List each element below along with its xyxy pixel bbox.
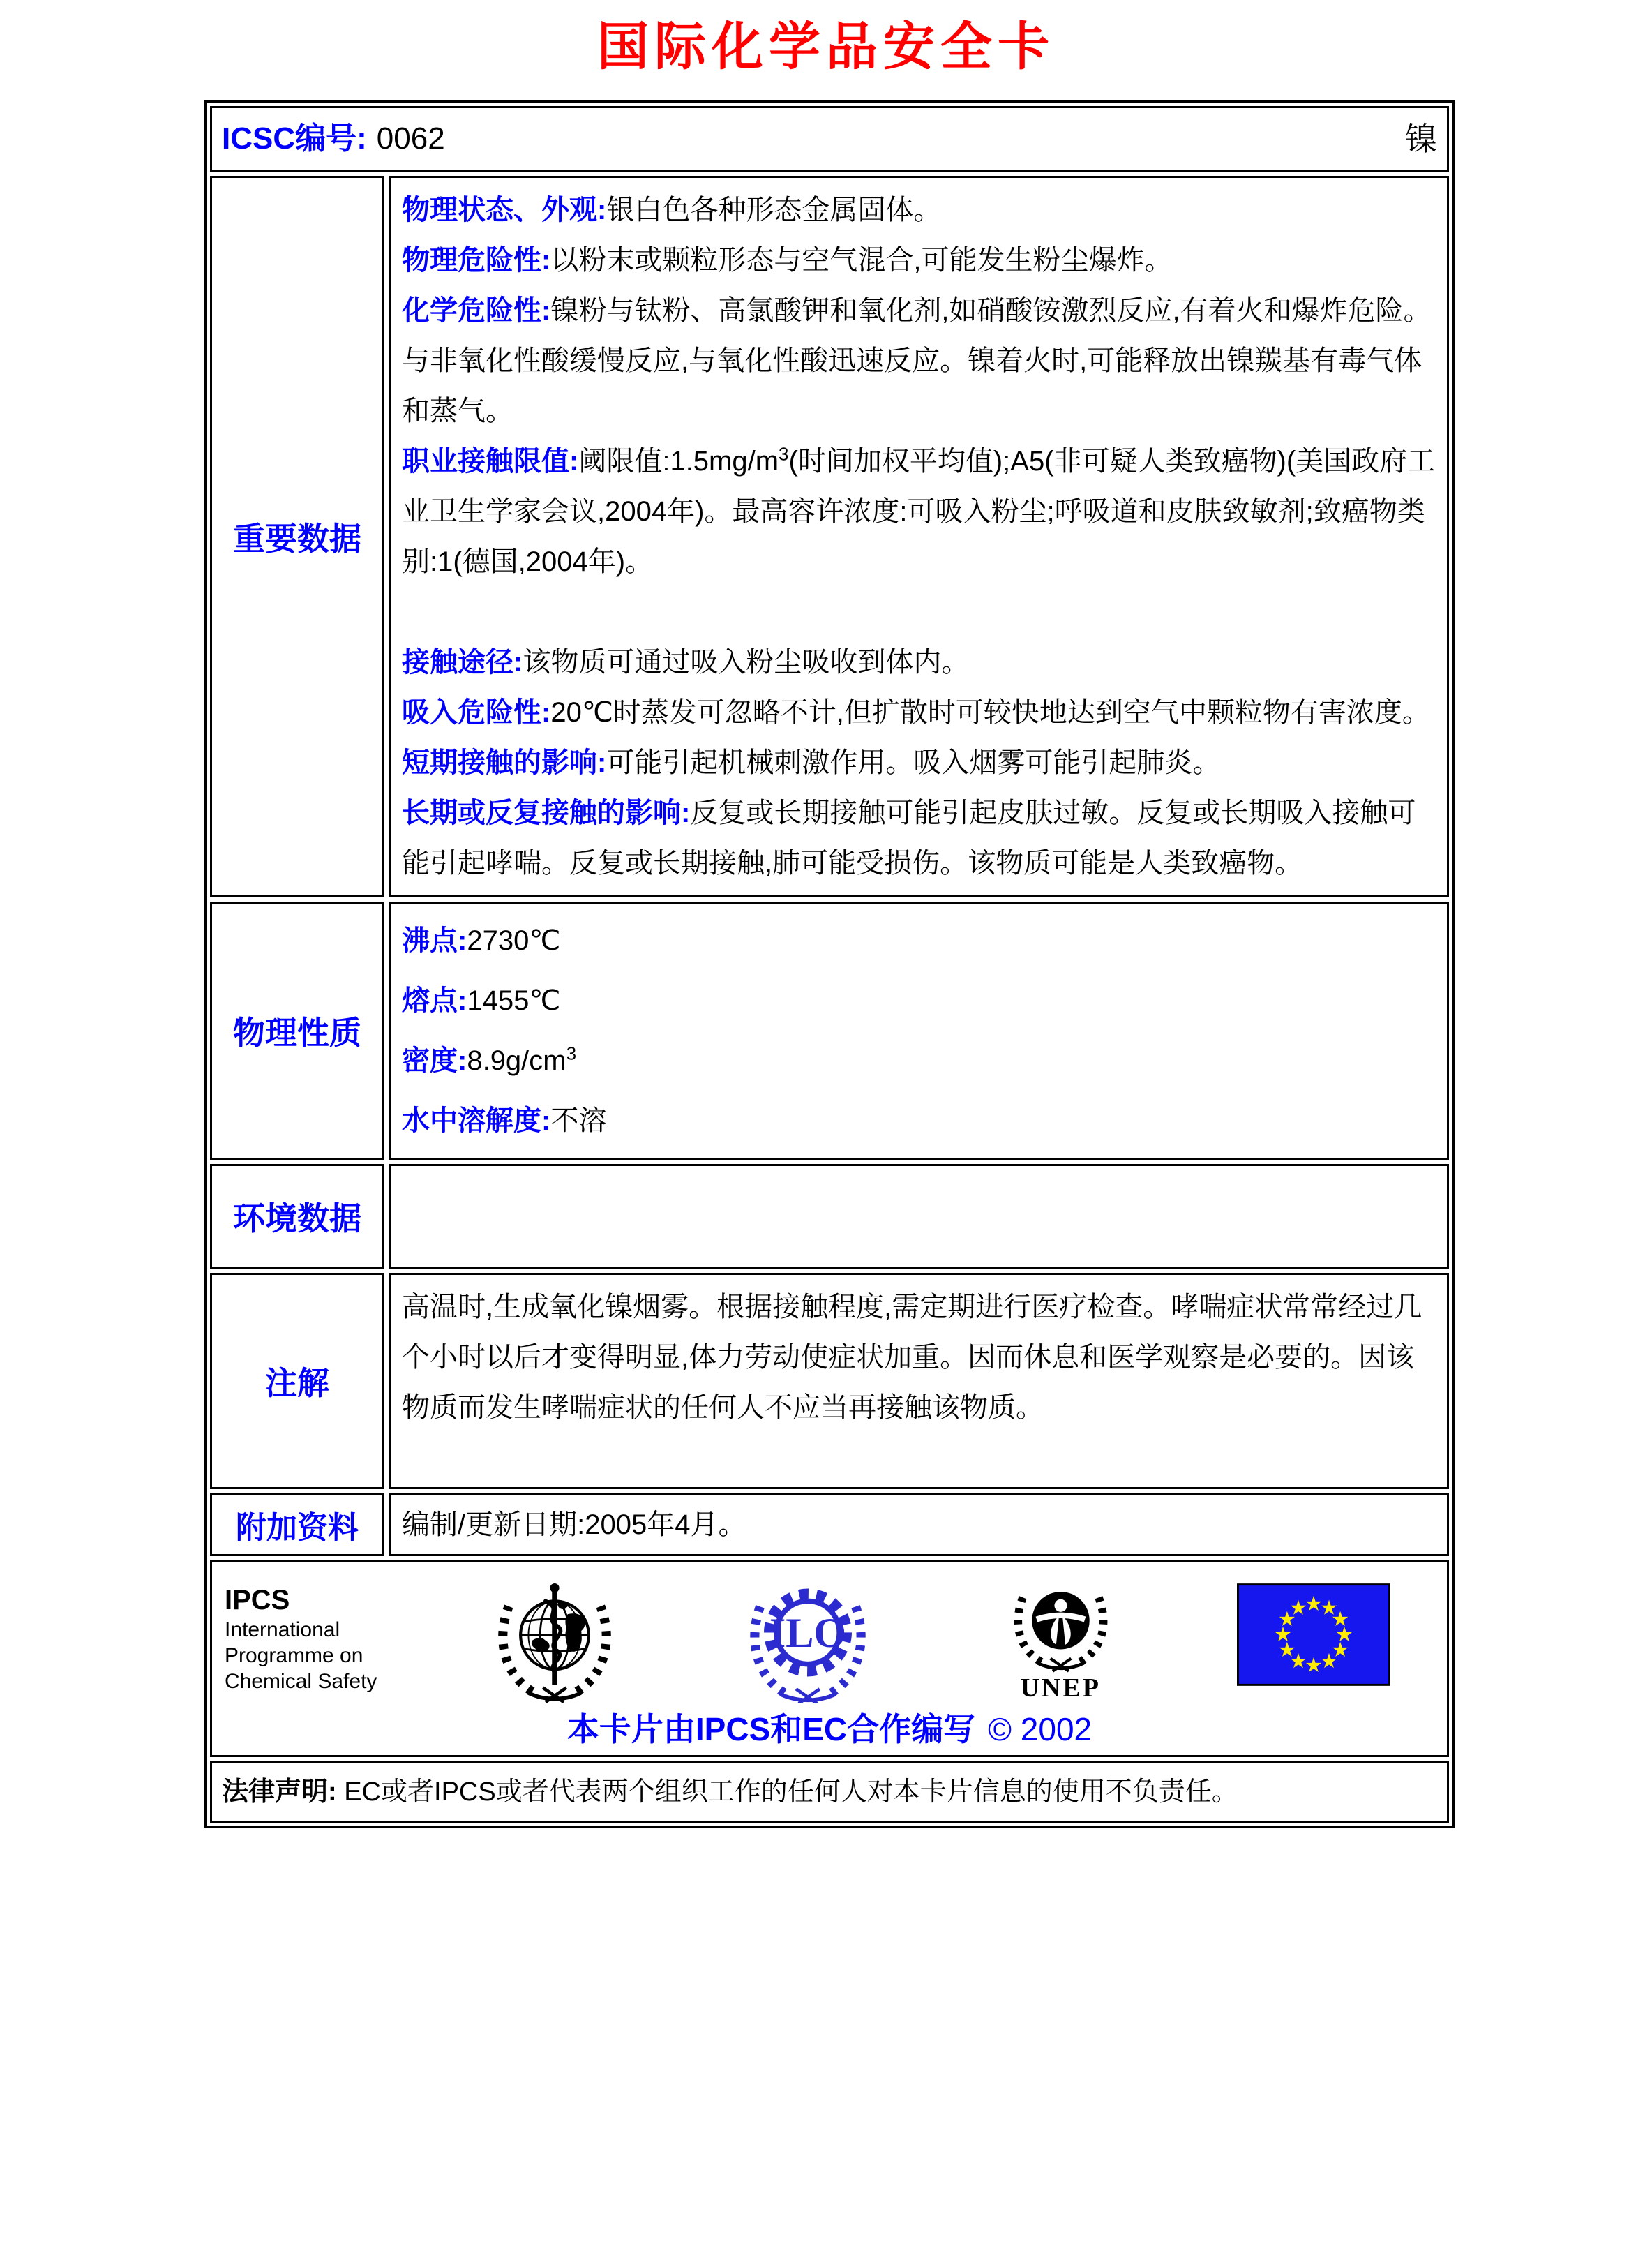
field-label: 职业接触限值: [402,446,579,477]
physical-property-line: 密度$:8.9g/cm^3$ [402,1043,577,1076]
field-label: 物理状态、外观: [402,195,607,225]
physical-property-line: 沸点:2730℃ [402,925,561,956]
notes-row [210,1273,1449,1489]
icsc-number-value: 0062 [376,121,445,156]
important-data-paragraph: 长期或反复接触的影响:反复或长期接触可能引起皮肤过敏。反复或长期吸入接触可能引起哮喘。反复或长期接触,肺可能受损伤。该物质可能是人类致癌物。 [402,798,1416,879]
row-label-notes [210,1273,384,1489]
field-label: 熔点: [402,985,467,1016]
field-label: 物理危险性: [402,245,551,276]
ilo-logo [682,1572,935,1703]
important-data-paragraph: 接触途径:该物质可通过吸入粉尘吸收到体内。 [402,647,970,678]
field-label: 沸点: [402,925,467,956]
field-label: 接触途径: [402,647,523,678]
row-label-text: 环境数据 [233,1200,361,1237]
logos-band [219,1572,1440,1703]
physical-property-line: 水中溶解度:不溶 [402,1105,607,1136]
logos-cell [210,1560,1449,1757]
field-label: 化学危险性: [402,295,551,326]
who-logo-icon [489,1572,620,1703]
physical-property-line: 熔点:1455℃ [402,985,561,1016]
row-label-physical-properties [210,902,384,1160]
legal-cell [210,1761,1449,1823]
ipcs-line-1: International [225,1618,340,1641]
row-label-additional-info [210,1493,384,1556]
ilo-logo-icon [742,1572,873,1703]
important-data-paragraph: 短期接触的影响:可能引起机械刺激作用。吸入烟雾可能引起肺炎。 [402,747,1221,778]
eu-flag [1187,1572,1441,1686]
unep-logo-icon [1003,1572,1118,1677]
legal-row [210,1761,1449,1823]
important-data-paragraph: 化学危险性:镍粉与钛粉、高氯酸钾和氧化剂,如硝酸铵激烈反应,有着火和爆炸危险。与非氧化性酸缓慢反应,与氧化性酸迅速反应。镍着火时,可能释放出镍羰基有毒气体和蒸气。 [402,295,1432,426]
important-data-paragraph: 职业接触限值:阈限值$:1.5mg/m^3$(时间加权平均值);A5(非可疑人类致癌物)(美国政府工业卫生学家会议,2004年)。最高容许浓度:可吸入粉尘;呼吸道和皮肤致敏剂;致癌物类别:1(德国,2004年)。 [402,443,1436,577]
credit-copyright: © 2002 [988,1711,1092,1747]
important-data-paragraph: 吸入危险性:20℃时蒸发可忽略不计,但扩散时可较快地达到空气中颗粒物有害浓度。 [402,697,1430,728]
ipcs-line-3: Chemical Safety [225,1670,377,1693]
important-data-paragraph: 物理状态、外观:银白色各种形态金属固体。 [402,195,942,225]
field-label: 水中溶解度: [402,1105,551,1136]
eu-flag-icon [1237,1583,1390,1686]
physical-properties-row [210,902,1449,1160]
superscript: 3 [779,443,789,465]
logos-row [210,1560,1449,1757]
unep-caption: UNEP [1020,1673,1101,1703]
ipcs-text-block [219,1572,428,1694]
row-label-important-data [210,176,384,897]
field-label: 密度: [402,1045,467,1076]
row-label-text: 重要数据 [233,521,361,557]
important-data-content [389,176,1449,897]
icsc-card [204,100,1455,1828]
important-data-row [210,176,1449,897]
field-label: 短期接触的影响: [402,747,607,778]
header-row [210,106,1449,172]
row-label-text: 物理性质 [233,1015,361,1051]
ipcs-line-2: Programme on [225,1644,363,1667]
superscript: 3 [566,1043,577,1064]
row-label-text: 附加资料 [236,1511,359,1545]
header-cell [210,106,1449,172]
icsc-number-label: ICSC编号: [222,121,367,156]
additional-info-content: 编制/更新日期:2005年4月。 [389,1493,1449,1556]
important-data-paragraph: 物理危险性:以粉末或颗粒形态与空气混合,可能发生粉尘爆炸。 [402,245,1173,276]
credit-line [219,1710,1440,1748]
legal-label: 法律声明: [222,1777,337,1807]
additional-info-row [210,1493,1449,1556]
field-label: 吸入危险性: [402,697,551,728]
environmental-data-content [389,1164,1449,1269]
who-logo [428,1572,682,1703]
ipcs-acronym: IPCS [225,1585,290,1615]
credit-text: 本卡片由IPCS和EC合作编写 [566,1711,976,1747]
page-title: 国际化学品安全卡 [597,17,1055,75]
svg-text:ILO: ILO [769,1610,846,1657]
icsc-document-page [0,17,1652,2247]
row-label-text: 注解 [265,1365,329,1401]
row-label-environmental-data [210,1164,384,1269]
field-label: 长期或反复接触的影响: [402,798,691,828]
unep-logo [934,1572,1187,1703]
physical-properties-content [389,902,1449,1160]
environmental-data-row [210,1164,1449,1269]
notes-content: 高温时,生成氧化镍烟雾。根据接触程度,需定期进行医疗检查。哮喘症状常常经过几个小时以后才变得明显,体力劳动使症状加重。因而休息和医学观察是必要的。因该物质而发生哮喘症状的任何人不应当再接触该物质。 [389,1273,1449,1489]
chemical-name: 镍 [1405,121,1437,157]
legal-text: EC或者IPCS或者代表两个组织工作的任何人对本卡片信息的使用不负责任。 [344,1777,1238,1807]
